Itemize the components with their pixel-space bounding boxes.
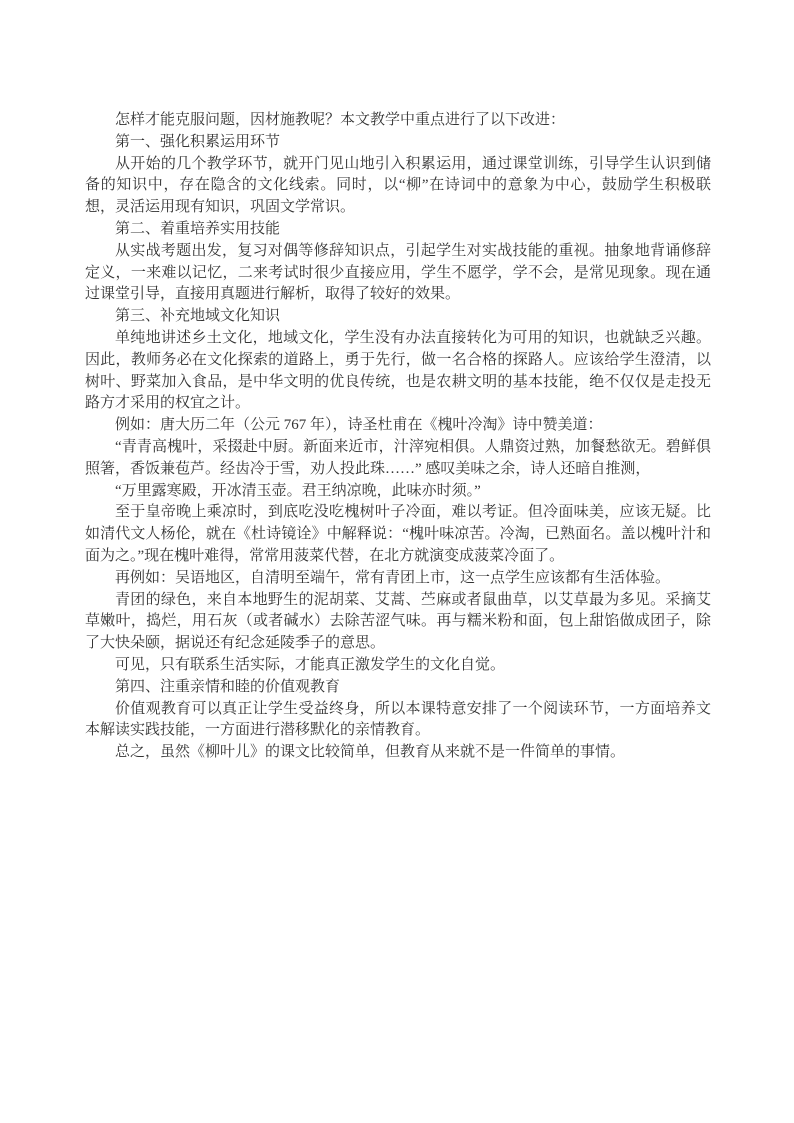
section-4-heading: 第四、注重亲情和睦的价值观教育 (115, 678, 341, 695)
section-3-heading: 第三、补充地域文化知识 (115, 308, 281, 325)
section-3-example-2-intro-paragraph: 再例如：吴语地区，自清明至端午，常有青团上市，这一点学生应该都有生活体验。 (115, 569, 671, 586)
section-2-body-paragraph: 从实战考题出发，复习对偶等修辞知识点，引起学生对实战技能的重视。抽象地背诵修辞定义，一来难以记忆，二来考试时很少直接应用，学生不愿学，学不会，是常见现象。现在通过课堂引导，直接用真题进行解析，取得了较好的效果。 (85, 242, 711, 303)
section-1-heading: 第一、强化积累运用环节 (115, 133, 281, 150)
section-2-heading: 第二、着重培养实用技能 (115, 220, 281, 237)
summary-paragraph: 总之，虽然《柳叶儿》的课文比较简单，但教育从来就不是一件简单的事情。 (115, 744, 626, 761)
section-4-body-paragraph: 价值观教育可以真正让学生受益终身，所以本课特意安排了一个阅读环节，一方面培养文本解读实践技能，一方面进行潜移默化的亲情教育。 (85, 700, 711, 739)
section-3-conclusion-paragraph: 可见，只有联系生活实际，才能真正激发学生的文化自觉。 (115, 656, 506, 673)
section-3-body-paragraph-3: 青团的绿色，来自本地野生的泥胡菜、艾蒿、苎麻或者鼠曲草，以艾草最为多见。采摘艾草嫩叶，捣烂，用石灰（或者碱水）去除苦涩气味。再与糯米粉和面，包上甜馅做成团子，除了大快朵颐，据说还有纪念延陵季子的意思。 (85, 591, 711, 652)
document-text-block (85, 110, 711, 764)
section-3-poem-quote-1-paragraph: “青青高槐叶，采掇赴中厨。新面来近市，汁滓宛相俱。人鼎资过熟，加餐愁欲无。碧鲜俱照箸，香饭兼苞芦。经齿冷于雪，劝人投此珠……” 感叹美味之余，诗人还暗自推测， (85, 438, 711, 477)
intro-paragraph: 怎样才能克服问题，因材施教呢？本文教学中重点进行了以下改进： (115, 112, 566, 128)
section-3-body-paragraph-2: 至于皇帝晚上乘凉时，到底吃没吃槐树叶子冷面，难以考证。但冷面味美，应该无疑。比如清代文人杨伦，就在《杜诗镜诠》中解释说：“槐叶味凉苦。冷淘，已熟面名。盖以槐叶汁和面为之。”现在槐叶难得，常常用菠菜代替，在北方就演变成菠菜冷面了。 (85, 504, 711, 564)
section-3-body-paragraph-1: 单纯地讲述乡土文化，地域文化，学生没有办法直接转化为可用的知识，也就缺乏兴趣。因此，教师务必在文化探索的道路上，勇于先行，做一名合格的探路人。应该给学生澄清，以树叶、野菜加入食品，是中华文明的优良传统，也是农耕文明的基本技能，绝不仅仅是走投无路方才采用的权宜之计。 (85, 329, 711, 412)
section-3-example-1-intro-paragraph: 例如：唐大历二年（公元 767 年），诗圣杜甫在《槐叶冷淘》诗中赞美道： (115, 417, 603, 434)
section-3-poem-quote-2-paragraph: “万里露寒殿，开冰清玉壶。君王纳凉晚，此味亦时须。” (115, 482, 481, 499)
section-1-body-paragraph: 从开始的几个教学环节，就开门见山地引入积累运用，通过课堂训练，引导学生认识到储备的知识中，存在隐含的文化线索。同时，以“柳”在诗词中的意象为中心，鼓励学生积极联想，灵活运用现有知识，巩固文学常识。 (85, 155, 711, 216)
